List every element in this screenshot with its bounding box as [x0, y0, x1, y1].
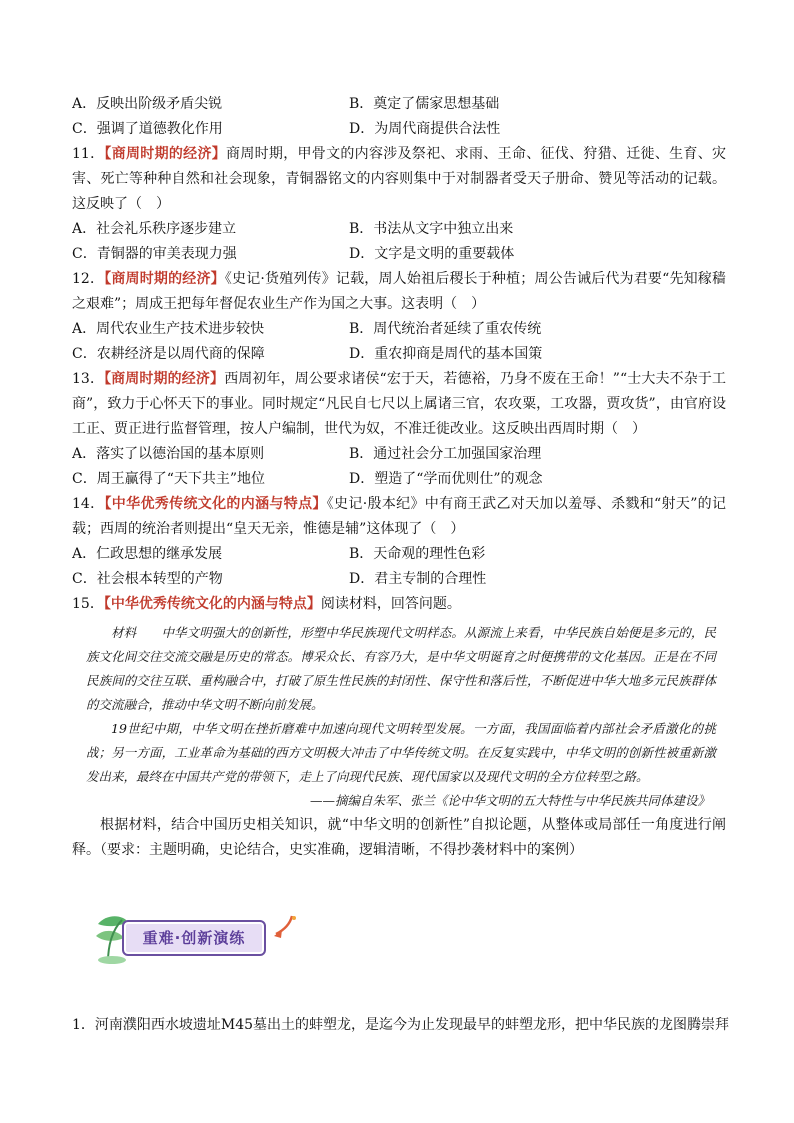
- section-banner-box: [122, 920, 266, 956]
- q11-option-c[interactable]: C．青铜器的审美表现力强: [72, 246, 237, 262]
- q14-text: 《史记·殷本纪》中有商王武乙对天加以羞辱、杀戮和“射天”的记载；西周的统治者则提出“皇天无亲，惟德是辅”这体现了（ ）: [72, 496, 727, 537]
- q14-tag: 【中华优秀传统文化的内涵与特点】: [104, 496, 327, 512]
- q10-option-c[interactable]: C．强调了道德教化作用: [72, 121, 223, 137]
- q12-tag: 【商周时期的经济】: [104, 271, 225, 287]
- q13-option-c[interactable]: C．周王赢得了“天下共主”地位: [72, 471, 266, 487]
- q14-stem: [72, 492, 726, 542]
- q10-options-row-1: [72, 92, 726, 117]
- arrow-decoration-icon: [272, 914, 298, 944]
- q11-options-row-1: [72, 217, 726, 242]
- q11-text: 商周时期，甲骨文的内容涉及祭祀、求雨、王命、征伐、狩猎、迁徙、生育、灾害、死亡等种种自然和社会现象，青铜器铭文的内容则集中于对制器者受天子册命、赞见等活动的记载。这反映了（ ）: [72, 146, 726, 212]
- q15-material-label: 材料: [111, 625, 137, 640]
- q11-stem: [72, 142, 726, 217]
- q15-stem: [72, 592, 726, 617]
- q13-options-row-2: [72, 467, 726, 492]
- question-sheet: [72, 92, 726, 863]
- q14-option-c[interactable]: C．社会根本转型的产物: [72, 571, 223, 587]
- q12-stem: [72, 267, 726, 317]
- q13-text: 西周初年，周公要求诸侯“宏于天，若德裕，乃身不废在王命！”“士大夫不杂于工商”，致力于心怀天下的事业。同时规定“凡民自七尺以上属诸三官，农攻粟，工攻器，贾攻货”，由官府设工正、贾正进行监督管理，按人户编制，世代为奴，不准迁徙改业。这反映出西周时期（ ）: [72, 371, 726, 437]
- q12-options-row-1: [72, 317, 726, 342]
- q12-option-c[interactable]: C．农耕经济是以周代商的保障: [72, 346, 265, 362]
- q11-option-d[interactable]: D．文字是文明的重要载体: [349, 246, 515, 262]
- q11-option-b[interactable]: B．书法从文字中独立出来: [349, 221, 514, 237]
- q14-number: 14．: [72, 496, 105, 512]
- q13-stem: [72, 367, 726, 442]
- q15-text: 阅读材料，回答问题。: [320, 596, 461, 612]
- q12-option-d[interactable]: D．重农抑商是周代的基本国策: [349, 346, 543, 362]
- q15-material-p1-text: 中华文明强大的创新性，形塑中华民族现代文明样态。从源流上来看，中华民族自始便是多元的，民族文化间交往交流交融是历史的常态。博采众长、有容乃大，是中华文明诞育之时便携带的文化基因。正是在不同民族间的交往互联、重构融合中，打破了原生性民族的封闭性、保守性和落后性，不断促进中华大地多元民族群体的交流融合，推动中华文明不断向前发展。: [86, 625, 716, 712]
- q13-option-d[interactable]: D．塑造了“学而优则仕”的观念: [349, 471, 543, 487]
- q12-number: 12．: [72, 271, 105, 287]
- q15-question: 根据材料，结合中国历史相关知识，就“中华文明的创新性”自拟论题，从整体或局部任一角度进行阐释。（要求：主题明确，史论结合，史实准确，逻辑清晰，不得抄袭材料中的案例）: [72, 817, 726, 858]
- q14-option-b[interactable]: B．天命观的理性色彩: [349, 546, 486, 562]
- q14-options-row-1: [72, 542, 726, 567]
- q11-option-a[interactable]: A．社会礼乐秩序逐步建立: [72, 221, 237, 237]
- q13-tag: 【商周时期的经济】: [104, 371, 225, 387]
- q10-option-a[interactable]: A．反映出阶级矛盾尖锐: [72, 96, 223, 112]
- q11-number: 11．: [72, 146, 105, 162]
- q14-option-d[interactable]: D．君主专制的合理性: [349, 571, 487, 587]
- q12-option-a[interactable]: A．周代农业生产技术进步较快: [72, 321, 265, 337]
- q15-material-source: ——摘编自朱军、张兰《论中华文明的五大特性与中华民族共同体建设》: [309, 793, 710, 808]
- q10-option-d[interactable]: D．为周代商提供合法性: [349, 121, 501, 137]
- q10-option-b[interactable]: B．奠定了儒家思想基础: [349, 96, 500, 112]
- q12-option-b[interactable]: B．周代统治者延续了重农传统: [349, 321, 542, 337]
- q13-option-a[interactable]: A．落实了以德治国的基本原则: [72, 446, 265, 462]
- q11-options-row-2: [72, 242, 726, 267]
- q11-tag: 【商周时期的经济】: [104, 146, 227, 162]
- section-banner-title: 重难·创新演练: [142, 929, 246, 947]
- q14-options-row-2: [72, 567, 726, 592]
- q12-text: 《史记·货殖列传》记载，周人始祖后稷长于种植；周公告诫后代为君要“先知稼穑之艰难”；周成王把每年督促农业生产作为国之大事。这表明（ ）: [72, 271, 726, 312]
- q13-options-row-1: [72, 442, 726, 467]
- q15-material: [86, 621, 716, 813]
- q12-options-row-2: [72, 342, 726, 367]
- q15-number: 15．: [72, 596, 104, 612]
- q15-material-paragraph-1: [86, 621, 716, 717]
- q10-options-row-2: [72, 117, 726, 142]
- q14-option-a[interactable]: A．仁政思想的继承发展: [72, 546, 223, 562]
- practice-item-1: 1．河南濮阳西水坡遗址M45墓出土的蚌塑龙，是迄今为止发现最早的蚌塑龙形，把中华民族的龙图腾崇拜: [72, 1017, 730, 1033]
- section-banner: [92, 910, 302, 966]
- q13-option-b[interactable]: B．通过社会分工加强国家治理: [349, 446, 542, 462]
- q15-tag: 【中华优秀传统文化的内涵与特点】: [103, 596, 321, 612]
- q13-number: 13．: [72, 371, 105, 387]
- q15-material-paragraph-2: 19世纪中期，中华文明在挫折磨难中加速向现代文明转型发展。一方面，我国面临着内部社会矛盾激化的挑战；另一方面，工业革命为基础的西方文明极大冲击了中华传统文明。在反复实践中，中华文明的创新性被重新激发出来，最终在中国共产党的带领下，走上了向现代民族、现代国家以及现代文明的全方位转型之路。: [86, 721, 716, 784]
